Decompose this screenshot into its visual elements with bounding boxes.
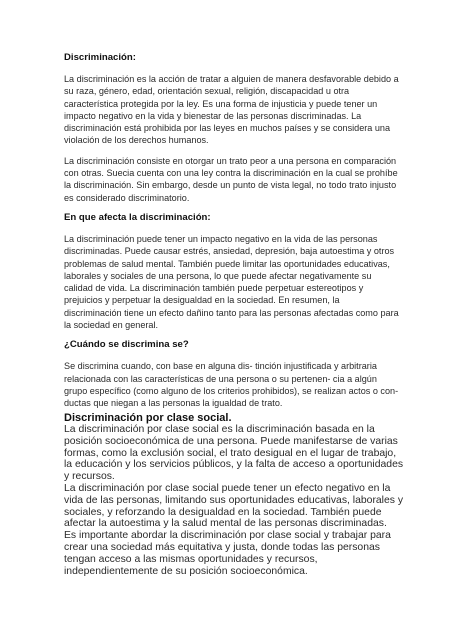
text-line: la educación y los servicios públicos, y la falta de acceso a oportunidades [64, 459, 404, 471]
section-heading-discriminacion: Discriminación: [64, 52, 136, 63]
text-line: ductas que niegan a las personas la igualdad de trato. [64, 398, 283, 409]
paragraph [64, 424, 424, 483]
paragraph [64, 360, 424, 409]
text-line: La discriminación puede tener un impacto negativo en la vida de las personas [64, 233, 378, 244]
section-heading-afecta: En que afecta la discriminación: [64, 211, 211, 223]
text-line: crear una sociedad más equitativa y justa, donde todas las personas [64, 542, 380, 553]
text-line: calidad de vida. La discriminación también puede perpetuar estereotipos y [64, 283, 364, 294]
paragraph [64, 233, 424, 331]
text-line: afectar la autoestima y la salud mental de las personas discriminadas. [64, 518, 387, 530]
section-heading-cuando: ¿Cuándo se discrimina se? [64, 339, 189, 351]
text-line: posición socioeconómica de una persona. Puede manifestarse de varias [64, 435, 398, 447]
text-line: formas, como la exclusión social, el trato desigual en el lugar de trabajo, [64, 447, 397, 459]
text-line: y recursos. [64, 471, 115, 483]
text-line: problemas de salud mental. También puede limitar las oportunidades educativas, [64, 258, 390, 269]
text-line: con otras. Suecia cuenta con una ley contra la discriminación en la cual se prohíbe [64, 168, 398, 179]
text-line: La discriminación por clase social es la discriminación basada en la [64, 424, 375, 436]
paragraph [64, 73, 424, 147]
text-line: su raza, género, edad, orientación sexual, religión, discapacidad u otra [64, 86, 350, 97]
paragraph [64, 155, 424, 204]
text-line: discriminación tiene un efecto dañino tanto para las personas afectadas como para [64, 307, 399, 318]
paragraph [64, 483, 424, 577]
text-line: La discriminación es la acción de tratar a alguien de manera desfavorable debido a [64, 74, 399, 84]
document-page [64, 52, 424, 577]
text-line: impacto negativo en la vida y bienestar de las personas discriminadas. La [64, 110, 362, 121]
text-line: relacionada con las características de una persona o su pertenen- cia a algún [64, 373, 377, 384]
text-line: prejuicios y perpetuar la desigualdad en la sociedad. En resumen, la [64, 295, 340, 306]
text-line: Se discrimina cuando, con base en alguna dis- tinción injustificada y arbitraria [64, 361, 377, 372]
text-line: Es importante abordar la discriminación por clase social y trabajar para [64, 530, 391, 542]
text-line: es considerado discriminatorio. [64, 192, 190, 203]
section-heading-clase-social: Discriminación por clase social. [64, 411, 232, 424]
text-line: la discriminación. Sin embargo, desde un punto de vista legal, no todo trato injusto [64, 180, 397, 191]
text-line: sociales, y reforzando la desigualdad en la sociedad. También puede [64, 506, 382, 518]
text-line: violación de los derechos humanos. [64, 135, 209, 146]
text-line: independientemente de su posición socioeconómica. [64, 565, 308, 577]
text-line: tengan acceso a las mismas oportunidades y recursos, [64, 553, 318, 565]
text-line: grupo específico (como alguno de los criterios prohibidos), se realizan actos o con- [64, 385, 399, 396]
text-line: vida de las personas, limitando sus oportunidades educativas, laborales y [64, 494, 404, 506]
text-line: discriminadas. Puede causar estrés, ansiedad, depresión, baja autoestima y otros [64, 246, 395, 257]
text-line: discriminación está prohibida por las leyes en muchos países y se considera una [64, 123, 391, 134]
text-line: La discriminación consiste en otorgar un trato peor a una persona en comparación [64, 155, 397, 166]
text-line: La discriminación por clase social puede tener un efecto negativo en la [64, 483, 391, 495]
text-line: laborales y sociales de una persona, lo que puede afectar negativamente su [64, 270, 372, 281]
text-line: la sociedad en general. [64, 320, 159, 331]
text-line: característica protegida por la ley. Es una forma de injusticia y puede tener un [64, 98, 378, 109]
